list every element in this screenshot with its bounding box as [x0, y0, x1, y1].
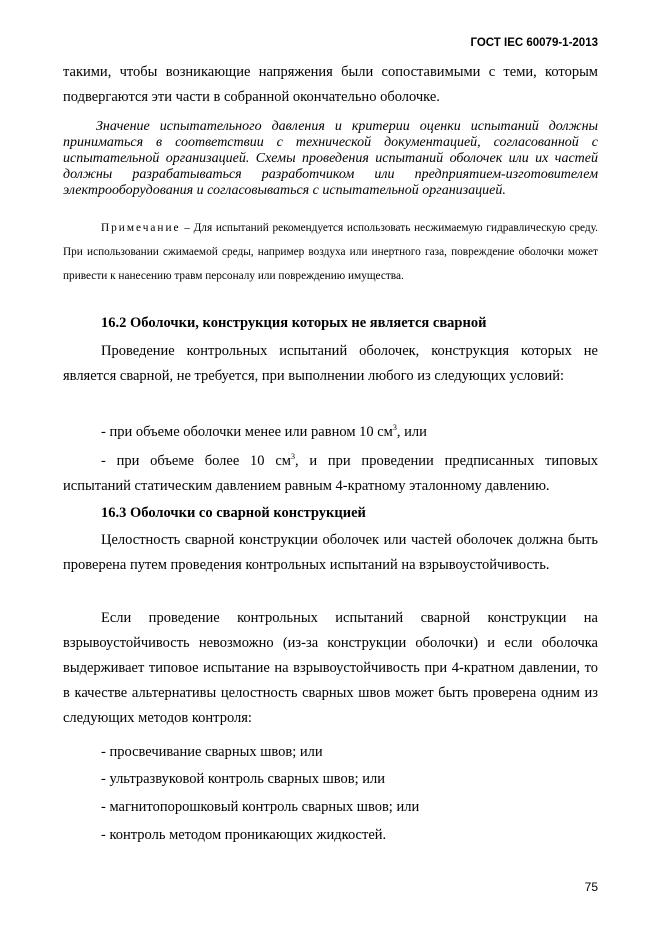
section-heading-16-2: 16.2 Оболочки, конструкция которых не является сварной — [101, 315, 487, 331]
condition-item-1-text: - при объеме оболочки менее или равном 10 см — [101, 424, 393, 440]
section-16-3-paragraph-2: Если проведение контрольных испытаний сварной конструкции на взрывоустойчивость невозможно (из-за конструкции оболочки) и если оболочка выдерживает типовое испытание на взрывоустойчивость при 4-кратном давлении, то в качестве альтернативы целостность сварных швов может быть проверена одним из следующих методов контроля: — [63, 610, 598, 726]
note-paragraph — [63, 216, 598, 288]
condition-item-1 — [101, 420, 427, 445]
superscript: 3 — [392, 423, 397, 432]
section-16-3-paragraph-1: Целостность сварной конструкции оболочек или частей оболочек должна быть проверена путем проведения контрольных испытаний на взрывоустойчивость. — [63, 532, 598, 573]
method-item-3: - магнитопорошковый контроль сварных швов; или — [101, 799, 420, 815]
section-heading-16-3: 16.3 Оболочки со сварной конструкцией — [101, 505, 366, 521]
page-number: 75 — [584, 880, 598, 894]
condition-item-1-tail: , или — [396, 424, 427, 440]
method-item-1: - просвечивание сварных швов; или — [101, 744, 323, 760]
method-item-2: - ультразвуковой контроль сварных швов; или — [101, 771, 386, 787]
superscript: 3 — [290, 452, 295, 461]
condition-item-2-tail: , и при проведении предписанных типовых испытаний статическим давлением равным 4-кратному эталонному давлению. — [63, 453, 598, 494]
document-code-header: ГОСТ IEC 60079-1-2013 — [470, 37, 598, 49]
section-16-2-paragraph: Проведение контрольных испытаний оболочек, конструкция которых не является сварной, не требуется, при выполнении любого из следующих условий: — [63, 343, 598, 384]
method-item-4: - контроль методом проникающих жидкостей. — [101, 827, 387, 843]
continued-paragraph: такими, чтобы возникающие напряжения были сопоставимыми с теми, которым подвергаются эти части в собранной окончательно оболочке. — [63, 64, 598, 105]
note-text: – Для испытаний рекомендуется использовать несжимаемую гидравлическую среду. При использовании сжимаемой среды, например воздуха или инертного газа, повреждение оболочки может привести к нанесению травм персоналу или повреждению имущества. — [63, 222, 598, 282]
note-label: Примечание — [101, 222, 181, 234]
italic-paragraph: Значение испытательного давления и критерии оценки испытаний должны приниматься в соответствии с технической документацией, согласованной с испытательной организацией. Схемы проведения испытаний оболочек или их частей должны разрабатываться разработчиком или предприятием-изготовителем электрооборудования и согласовываться с испытательной организацией. — [63, 119, 598, 198]
condition-item-2 — [63, 449, 598, 499]
condition-item-2-text: - при объеме более 10 см — [101, 453, 291, 469]
